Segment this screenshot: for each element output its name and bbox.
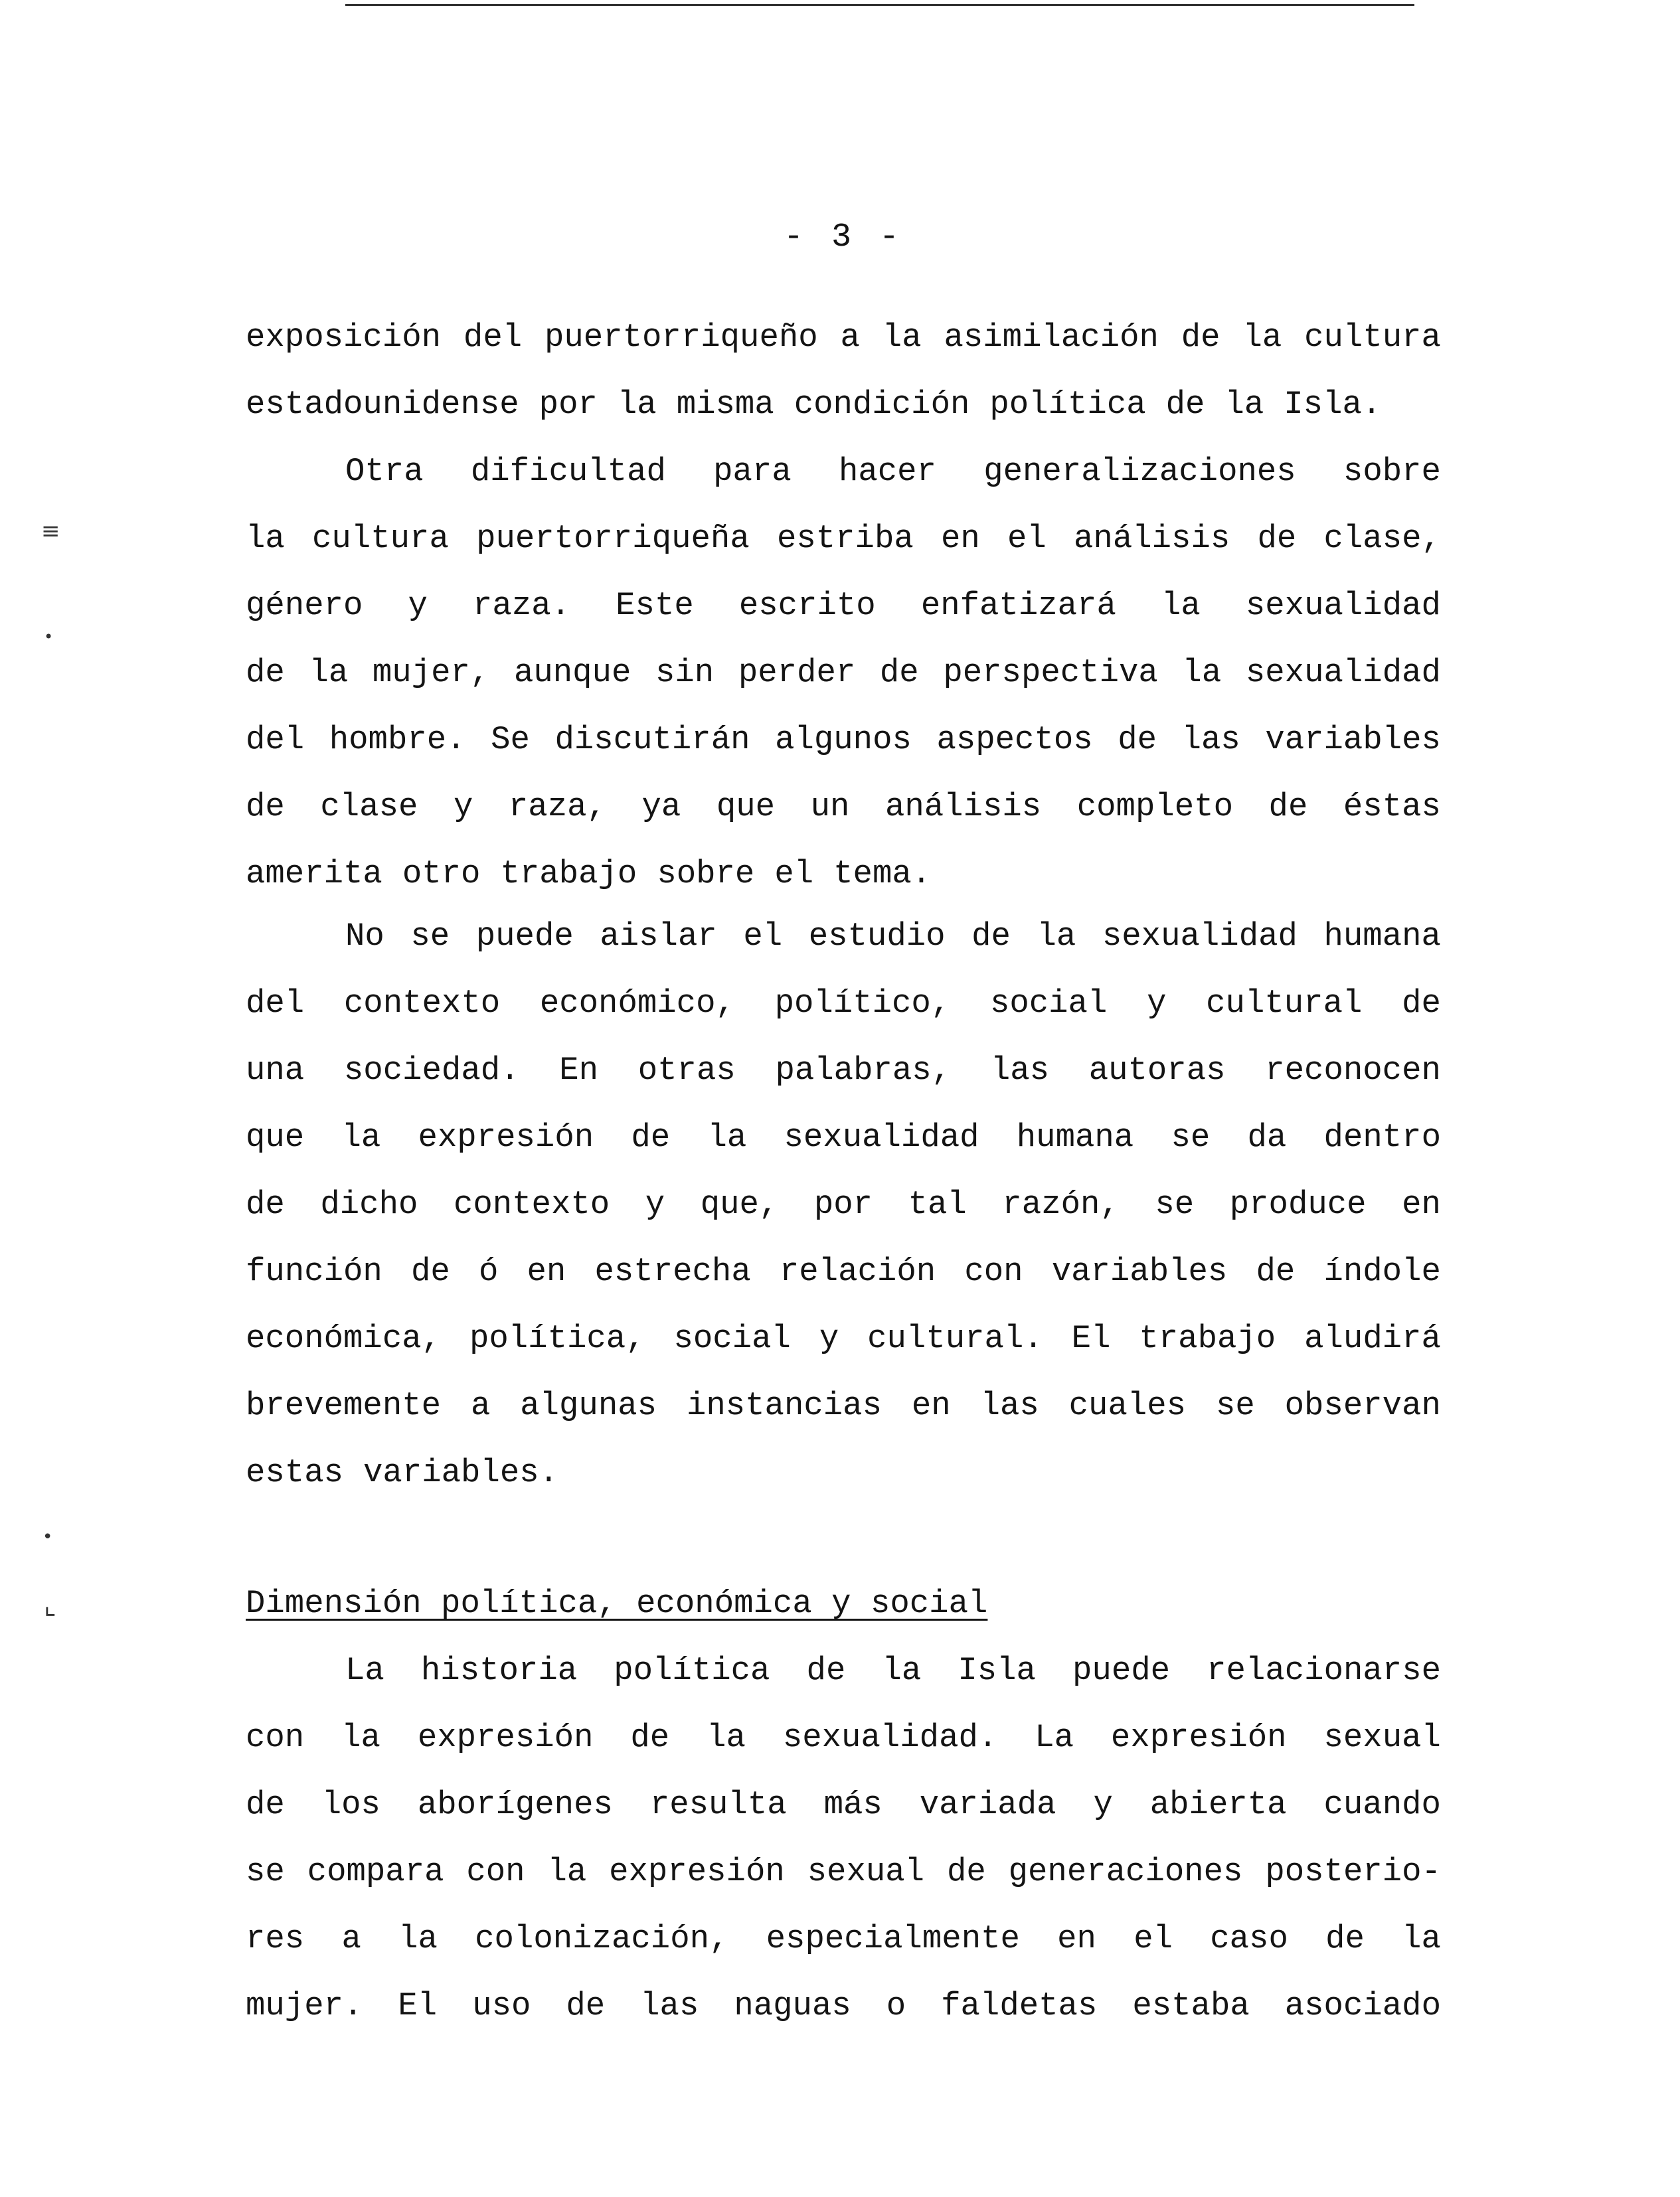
word: reconocen [1265, 1052, 1441, 1089]
word: variables [1265, 721, 1441, 758]
word: de [246, 788, 285, 825]
word: los [321, 1786, 380, 1823]
paragraph-line [246, 1906, 1441, 1973]
word: y [453, 788, 473, 825]
word: escrito [738, 587, 876, 624]
word: humana [1016, 1119, 1134, 1156]
word: a [470, 1387, 491, 1424]
word: económica, [246, 1320, 442, 1357]
word: discutirán [554, 721, 750, 758]
word: brevemente [246, 1387, 442, 1424]
word: expresión [418, 1119, 594, 1156]
word: el [743, 918, 783, 955]
word: sociedad. [343, 1052, 520, 1089]
paragraph-line [246, 505, 1441, 572]
paragraph-line [246, 1372, 1441, 1439]
word: dentro [1323, 1119, 1441, 1156]
paragraph-line [246, 438, 1441, 505]
word: del [463, 319, 523, 356]
word: ya [641, 788, 681, 825]
word: las [640, 1987, 699, 2024]
word: razón, [1002, 1186, 1120, 1223]
word: estrecha [594, 1253, 751, 1290]
word: expresión [609, 1853, 785, 1890]
word: da [1247, 1119, 1287, 1156]
word: de [246, 1186, 285, 1223]
word: historia [420, 1652, 578, 1689]
word: éstas [1343, 788, 1441, 825]
word: posterio- [1265, 1853, 1441, 1890]
word: caso [1210, 1920, 1288, 1957]
word: especialmente [766, 1920, 1020, 1957]
word: relación [779, 1253, 936, 1290]
word: análisis [1074, 520, 1230, 557]
word: se [246, 1853, 285, 1890]
word: a [840, 319, 860, 356]
word: de [879, 654, 919, 691]
paragraph-line [246, 1037, 1441, 1104]
paragraph-line [246, 1238, 1441, 1305]
word: palabras, [775, 1052, 952, 1089]
word: la [398, 1920, 438, 1957]
word: sobre [657, 855, 755, 892]
word: clase, [1323, 520, 1441, 557]
word: la [1402, 1920, 1441, 1957]
word: contexto [453, 1186, 610, 1223]
word: las [980, 1387, 1039, 1424]
word: sexual [1323, 1719, 1441, 1756]
word: cultural [1206, 985, 1363, 1022]
word: de [630, 1719, 670, 1756]
paragraph-line [246, 1637, 1441, 1704]
word: en [1057, 1920, 1096, 1957]
paragraph-line [246, 371, 1441, 438]
word: tal [908, 1186, 967, 1223]
paragraph-line [246, 903, 1441, 970]
word: función [246, 1253, 382, 1290]
word: social [989, 985, 1108, 1022]
word: más [823, 1786, 882, 1823]
word: de [1402, 985, 1441, 1022]
word: mujer. [246, 1987, 363, 2024]
margin-mark-4: ⌞ [44, 1590, 56, 1621]
word: con [466, 1853, 525, 1890]
word: variada [919, 1786, 1056, 1823]
word: abierta [1149, 1786, 1287, 1823]
word: cultura [312, 520, 449, 557]
word: la [707, 1719, 746, 1756]
word: sexual [807, 1853, 925, 1890]
word: o [886, 1987, 906, 2024]
word: trabajo [500, 855, 637, 892]
word: se [1155, 1186, 1195, 1223]
word: la [1242, 319, 1282, 356]
word: naguas [734, 1987, 851, 2024]
word: la [1037, 918, 1076, 955]
word: cultural. [867, 1320, 1043, 1357]
word: raza, [508, 788, 606, 825]
paragraph-line [246, 841, 1441, 908]
word: una [246, 1052, 305, 1089]
word: exposición [246, 319, 442, 356]
word: raza. [473, 587, 571, 624]
word: la [1182, 654, 1222, 691]
word: sexualidad [1245, 587, 1441, 624]
word: de [631, 1119, 671, 1156]
word: La [345, 1652, 384, 1689]
word: resulta [649, 1786, 787, 1823]
word: de [1257, 520, 1297, 557]
paragraph-2 [246, 438, 1441, 908]
word: condición [794, 386, 970, 423]
word: uso [472, 1987, 531, 2024]
word: faldetas [941, 1987, 1098, 2024]
word: la [707, 1119, 747, 1156]
word: de [806, 1652, 846, 1689]
paragraph-line [246, 1973, 1441, 2040]
word: hacer [838, 453, 936, 490]
word: sexualidad. [782, 1719, 998, 1756]
word: cuando [1323, 1786, 1441, 1823]
word: de [971, 918, 1011, 955]
word: contexto [343, 985, 501, 1022]
paragraph-line [246, 572, 1441, 639]
paragraph-line [246, 639, 1441, 706]
section-heading: Dimensión política, económica y social [246, 1585, 988, 1622]
paragraph-line [246, 773, 1441, 841]
word: la [341, 1719, 380, 1756]
word: la [246, 520, 285, 557]
word: otras [637, 1052, 736, 1089]
word: política [614, 1652, 770, 1689]
word: un [810, 788, 850, 825]
word: amerita [246, 855, 382, 892]
word: la [882, 1652, 922, 1689]
paragraph-4 [246, 1637, 1441, 2040]
word: aunque [513, 654, 631, 691]
word: género [246, 587, 363, 624]
paragraph-line [246, 1305, 1441, 1372]
word: dificultad [470, 453, 666, 490]
margin-mark-3: • [42, 1527, 53, 1547]
word: asociado [1284, 1987, 1441, 2024]
word: del [246, 985, 305, 1022]
word: y [819, 1320, 839, 1357]
word: el [1007, 520, 1047, 557]
page-number: - 3 - [784, 218, 904, 256]
word: trabajo [1139, 1320, 1276, 1357]
word: aspectos [936, 721, 1093, 758]
paragraph-line [246, 1838, 1441, 1906]
word: de [1118, 721, 1157, 758]
word: de [1256, 1253, 1296, 1290]
paragraph-line [246, 1104, 1441, 1171]
word: social [673, 1320, 791, 1357]
word: en [527, 1253, 566, 1290]
word: perspectiva [943, 654, 1158, 691]
paragraph-3 [246, 903, 1441, 1506]
word: relacionarse [1207, 1652, 1441, 1689]
word: político, [774, 985, 951, 1022]
word: de [566, 1987, 606, 2024]
word: de [411, 1253, 450, 1290]
word: de [946, 1853, 986, 1890]
word: humana [1323, 918, 1441, 955]
word: clase [320, 788, 418, 825]
word: el [774, 855, 814, 892]
word: índole [1323, 1253, 1441, 1290]
word: produce [1229, 1186, 1367, 1223]
word: estaba [1132, 1987, 1250, 2024]
word: asimilación [944, 319, 1159, 356]
word: a [341, 1920, 361, 1957]
word: aludirá [1304, 1320, 1441, 1357]
word: política [989, 386, 1146, 423]
word: tema. [833, 855, 932, 892]
word: algunos [775, 721, 912, 758]
word: observan [1284, 1387, 1441, 1424]
word: que [716, 788, 776, 825]
word: expresión [1110, 1719, 1287, 1756]
word: de [1268, 788, 1308, 825]
word: perder [738, 654, 856, 691]
word: En [559, 1052, 599, 1089]
word: variables [1051, 1253, 1228, 1290]
word: por [539, 386, 598, 423]
word: generaciones [1008, 1853, 1243, 1890]
word: mujer, [372, 654, 490, 691]
word: autoras [1088, 1052, 1226, 1089]
word: se [1171, 1119, 1211, 1156]
word: de [1325, 1920, 1365, 1957]
word: que, [700, 1186, 779, 1223]
word: la [341, 1119, 381, 1156]
paragraph-line [246, 1439, 1441, 1506]
word: hombre. [329, 721, 466, 758]
word: Se [491, 721, 530, 758]
word: las [990, 1052, 1050, 1089]
word: sobre [1343, 453, 1441, 490]
word: estadounidense [246, 386, 519, 423]
word: y [1147, 985, 1167, 1022]
word: y [1093, 1786, 1113, 1823]
word: puertorriqueño [545, 319, 818, 356]
word: No [345, 918, 384, 955]
word: El [1071, 1320, 1111, 1357]
word: por [813, 1186, 873, 1223]
word: sexualidad [784, 1119, 979, 1156]
word: económico, [539, 985, 735, 1022]
word: se [410, 918, 450, 955]
paragraph-line [246, 304, 1441, 371]
word: de [1165, 386, 1205, 423]
word: variables. [363, 1454, 559, 1491]
word: generalizaciones [983, 453, 1296, 490]
paragraph-line [246, 1704, 1441, 1771]
word: Este [616, 587, 694, 624]
word: en [940, 520, 980, 557]
word: política, [469, 1320, 645, 1357]
word: sin [655, 654, 714, 691]
word: compara [307, 1853, 444, 1890]
word: sexualidad [1245, 654, 1441, 691]
word: de [246, 1786, 285, 1823]
word: la [1224, 386, 1264, 423]
word: que [246, 1119, 305, 1156]
paragraph-line [246, 706, 1441, 773]
word: se [1215, 1387, 1255, 1424]
word: del [246, 721, 305, 758]
word: la [617, 386, 657, 423]
word: estudio [808, 918, 946, 955]
paragraph-line [246, 970, 1441, 1037]
word: completo [1076, 788, 1233, 825]
word: puede [1072, 1652, 1171, 1689]
word: aborígenes [417, 1786, 613, 1823]
word: para [713, 453, 792, 490]
word: expresión [417, 1719, 594, 1756]
word: Isla. [1284, 386, 1382, 423]
word: misma [676, 386, 774, 423]
word: puertorriqueña [476, 520, 750, 557]
word: de [246, 654, 285, 691]
word: el [1134, 1920, 1173, 1957]
word: enfatizará [920, 587, 1116, 624]
margin-mark-1: ≡ [41, 518, 60, 544]
word: algunas [520, 1387, 657, 1424]
paragraph-line [246, 1771, 1441, 1838]
paragraph-line [246, 1171, 1441, 1238]
word: en [1402, 1186, 1441, 1223]
word: y [645, 1186, 665, 1223]
word: de [1181, 319, 1220, 356]
word: El [398, 1987, 438, 2024]
word: las [1181, 721, 1240, 758]
word: puede [475, 918, 574, 955]
word: otro [402, 855, 481, 892]
word: cuales [1068, 1387, 1187, 1424]
word: instancias [686, 1387, 882, 1424]
paragraph-1 [246, 304, 1441, 438]
word: en [911, 1387, 951, 1424]
word: Isla [958, 1652, 1036, 1689]
word: La [1035, 1719, 1074, 1756]
word: la [882, 319, 922, 356]
word: con [246, 1719, 305, 1756]
word: ó [478, 1253, 499, 1290]
word: sexualidad [1102, 918, 1298, 955]
margin-mark-2: • [44, 627, 54, 646]
top-scan-rule [345, 4, 1414, 6]
word: aislar [600, 918, 717, 955]
word: dicho [320, 1186, 418, 1223]
word: con [964, 1253, 1023, 1290]
word: y [408, 587, 428, 624]
word: colonización, [475, 1920, 729, 1957]
word: la [309, 654, 349, 691]
word: la [1161, 587, 1201, 624]
word: estriba [776, 520, 914, 557]
word: cultura [1304, 319, 1441, 356]
word: Otra [345, 453, 424, 490]
word: estas [246, 1454, 344, 1491]
word: análisis [884, 788, 1042, 825]
word: la [547, 1853, 587, 1890]
word: res [246, 1920, 305, 1957]
